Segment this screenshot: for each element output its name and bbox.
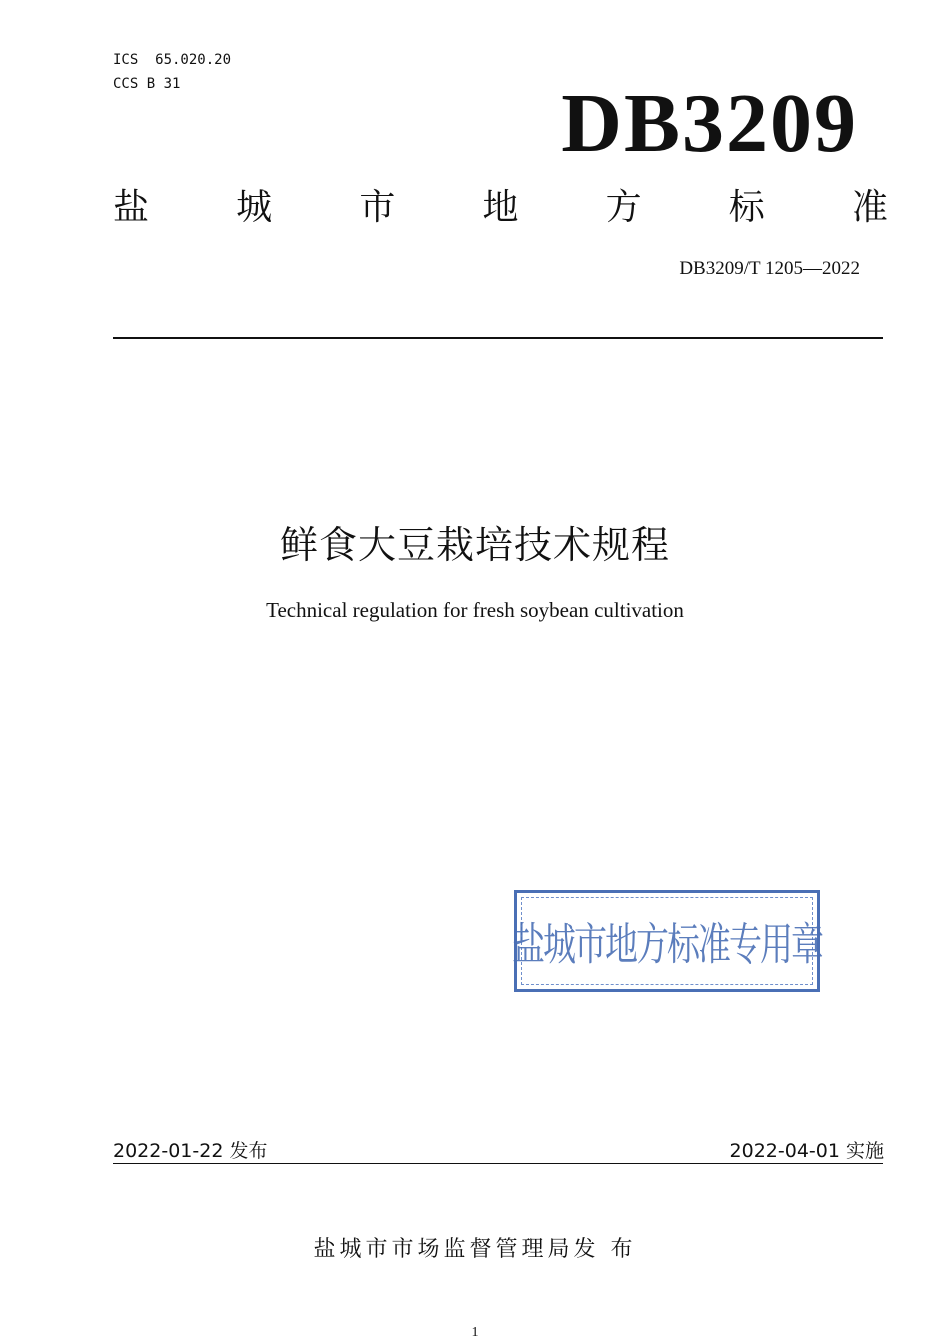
publisher: 盐城市市场监督管理局发 布 xyxy=(313,1237,637,1262)
header-char: 盐 xyxy=(113,187,150,228)
header-char: 城 xyxy=(236,187,273,228)
standard-code: DB3209/T 1205—2022 xyxy=(679,258,860,279)
header-char: 方 xyxy=(605,187,642,228)
effective-date: 2022-04-01 实施 xyxy=(729,1140,884,1162)
title-english: Technical regulation for fresh soybean cultivation xyxy=(266,598,684,622)
standard-type-header xyxy=(113,186,888,230)
header-char: 准 xyxy=(851,187,888,228)
page-number: 1 xyxy=(471,1325,479,1340)
top-divider xyxy=(113,337,883,339)
header-char: 市 xyxy=(359,187,396,228)
issue-date: 2022-01-22 发布 xyxy=(113,1140,268,1162)
db-logo: DB3209 xyxy=(561,77,858,170)
ccs-code: CCS B 31 xyxy=(113,76,181,92)
seal-text: 盐城市地方标准专用章 xyxy=(512,917,822,971)
official-seal xyxy=(514,890,820,992)
header-char: 标 xyxy=(728,187,765,228)
header-char: 地 xyxy=(482,187,519,228)
title-chinese: 鲜食大豆栽培技术规程 xyxy=(279,523,670,567)
ics-code: ICS 65.020.20 xyxy=(113,52,232,68)
bottom-divider xyxy=(113,1163,883,1164)
classification-codes xyxy=(113,48,231,96)
